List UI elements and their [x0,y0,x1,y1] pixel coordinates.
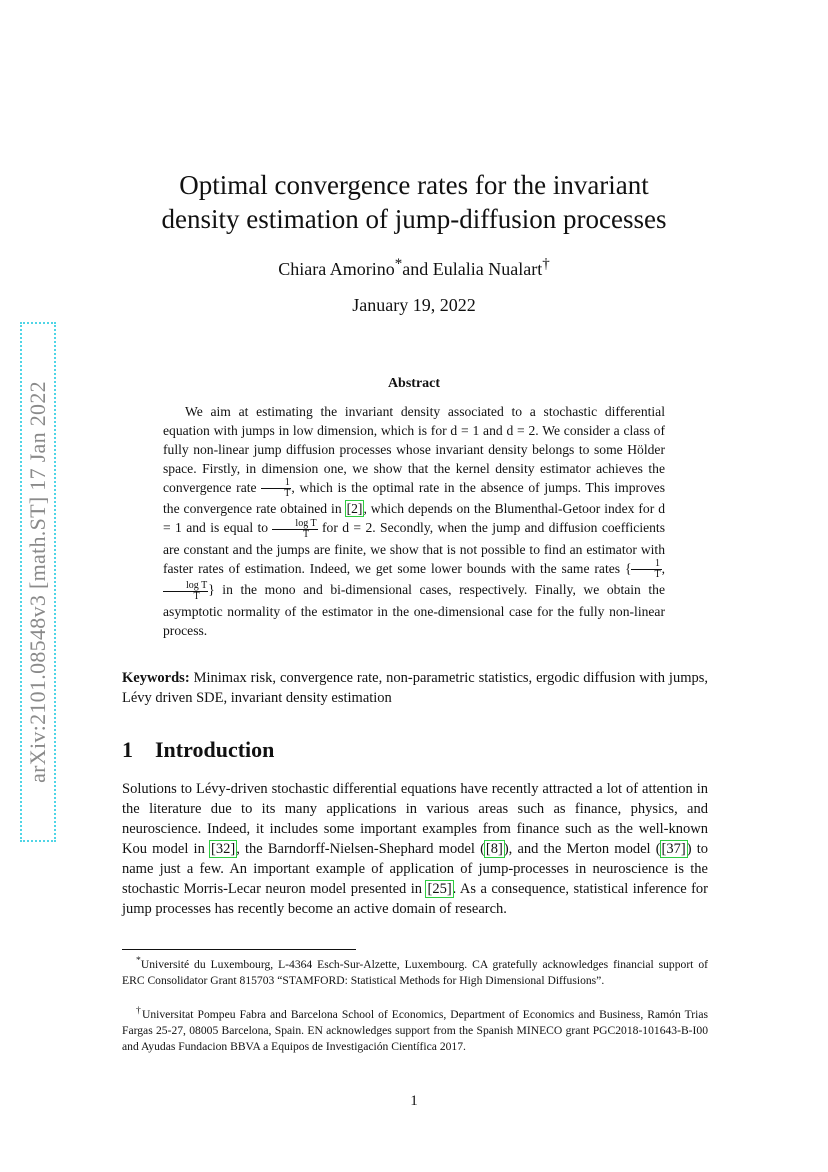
author-1: Chiara Amorino [278,259,395,279]
section-number: 1 [122,737,133,762]
frac-num: 1 [261,478,291,489]
date: January 19, 2022 [352,295,476,315]
intro-text: , the Barndorff-Nielsen-Shephard model ( [236,841,485,857]
section-heading [122,737,274,763]
frac-den: T [302,528,310,540]
abstract-part: , which depends on the Blumenthal-Getoor index for d = 1 and is equal to [163,501,665,536]
fraction [272,519,317,540]
footnote-1-mark: * [136,955,141,966]
citation-link[interactable]: [8] [485,841,503,857]
frac-num: 1 [631,559,661,570]
intro-paragraph [122,779,708,919]
author-2-mark: † [542,256,550,272]
abstract-heading: Abstract [387,376,441,391]
intro-text: ) to name just a few. An important example of application of jump-processes in neuroscience is the stochastic Morris-Lecar neuron model presented in [122,841,708,897]
frac-den: T [654,569,661,581]
footnote-2-mark: † [136,1005,142,1016]
fraction [261,478,291,499]
section-title: Introduction [155,737,275,762]
author-1-mark: * [394,256,403,272]
fraction [163,581,208,602]
fraction [631,559,661,580]
footnote-1-text: Université du Luxembourg, L-4364 Esch-Sur-Alzette, Luxembourg. CA gratefully acknowledges financial support of ERC Consolidator Grant 815703 “STAMFORD: Statistical Methods for High Dimensional Diffusions”. [122,957,708,987]
citation-link[interactable]: [37] [661,841,686,857]
abstract-part: We aim at estimating the invariant density associated to a stochastic differential equation with jumps in low dimension, which is for d = 1 and d = 2. We consider a class of fully non-linear jump diffusion processes whose invariant density belongs to some Hölder space. Firstly, in dimension one, we show that the kernel density estimator achieves the convergence rate [163,404,665,495]
abstract-part: } in the mono and bi-dimensional cases, respectively. Finally, we obtain the asymptotic normality of the estimator in the one-dimensional case for the fully non-linear process. [163,582,665,638]
arxiv-stamp [20,322,56,842]
frac-den: T [193,590,200,602]
title-line-1: Optimal convergence rates for the invariant [179,170,649,200]
keywords [122,668,708,708]
keywords-text: Minimax risk, convergence rate, non-parametric statistics, ergodic diffusion with jumps, Lévy driven SDE, invariant density estimation [122,670,708,706]
abstract-part: , [661,560,665,576]
arxiv-id: arXiv:2101.08548v3 [math.ST] 17 Jan 2022 [25,381,50,783]
abstract-part: for d = 2. Secondly, when the jump and diffusion coefficients are constant and the jumps are finite, we show that is not possible to find an estimator with faster rates of estimation. Indeed, we get some lower bounds with the same rates { [163,520,665,576]
paper-title [0,168,828,236]
authors [0,256,828,280]
frac-den: T [284,488,291,500]
abstract-text [163,402,665,640]
footnote-2 [122,1003,708,1055]
citation-link[interactable]: [25] [427,881,452,897]
abstract-part: , which is the optimal rate in the absence of jumps. This improves the convergence rate obtained in [163,480,666,517]
footnote-rule [122,949,356,950]
page-number: 1 [410,1093,418,1109]
intro-text: ), and the Merton model ( [503,841,661,857]
keywords-label: Keywords: [122,670,190,686]
frac-num: log T [272,519,317,530]
title-line-2: density estimation of jump-diffusion processes [161,204,667,234]
intro-text: Solutions to Lévy-driven stochastic differential equations have recently attracted a lot of attention in the literature due to its many applications in various areas such as finance, physics, and neuroscience. Indeed, it includes some important examples from finance such as the well-known Kou model in [122,781,708,857]
frac-num: log T [163,581,208,592]
footnote-1 [122,953,708,989]
footnote-2-text: Universitat Pompeu Fabra and Barcelona School of Economics, Department of Economics and Business, Ramón Trias Fargas 25-27, 08005 Barcelona, Spain. EN acknowledges support from the Spanish MINECO grant PGC2018-101643-B-I00 and Ayudas Fundacion BBVA a Equipos de Investigación Científica 2017. [122,1007,709,1053]
author-2: and Eulalia Nualart [402,259,543,279]
citation-link[interactable]: [2] [346,501,363,517]
citation-link[interactable]: [32] [211,841,236,857]
intro-text: . As a consequence, statistical inference for jump processes has recently become an active domain of research. [122,881,708,917]
